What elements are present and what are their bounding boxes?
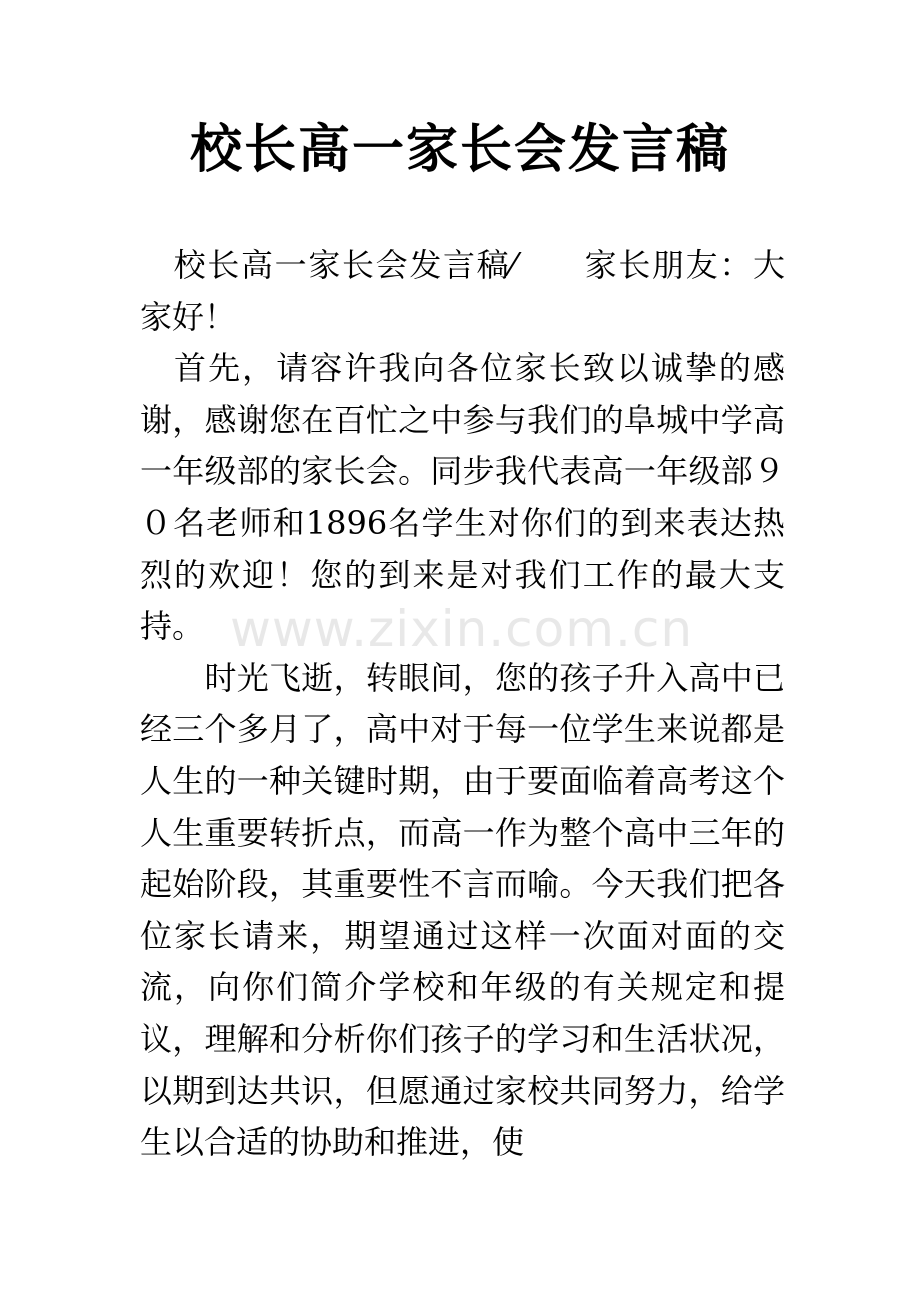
watermark: www.zixin.com.cn — [230, 600, 694, 658]
paragraph-time-flies: 时光飞逝，转眼间，您的孩子升入高中已经三个多月了，高中对于每一位学生来说都是人生的一种关键时期，由于要面临着高考这个人生重要转折点，而高一作为整个高中三年的起始阶段，其重要性不言而喻。今天我们把各位家长请来，期望通过这样一次面对面的交流，向你们简介学校和年级的有关规定和提议，理解和分析你们孩子的学习和生活状况，以期到达共识，但愿通过家校共同努力，给学生以合适的协助和推进，使 — [140, 658, 785, 1162]
document-body — [140, 240, 785, 1169]
document-title: 校长高一家长会发言稿 — [189, 119, 730, 180]
paragraph-greeting: 校长高一家长会发言稿⁄ 家长朋友：大家好！ — [140, 246, 785, 336]
paragraph-thanks: 首先，请容许我向各位家长致以诚挚的感谢，感谢您在百忙之中参与我们的阜城中学高一年级部的家长会。同步我代表高一年级部９０名老师和1896名学生对你们的到来表达热烈的欢迎！您的到来是对我们工作的最大支持。 — [140, 349, 785, 646]
